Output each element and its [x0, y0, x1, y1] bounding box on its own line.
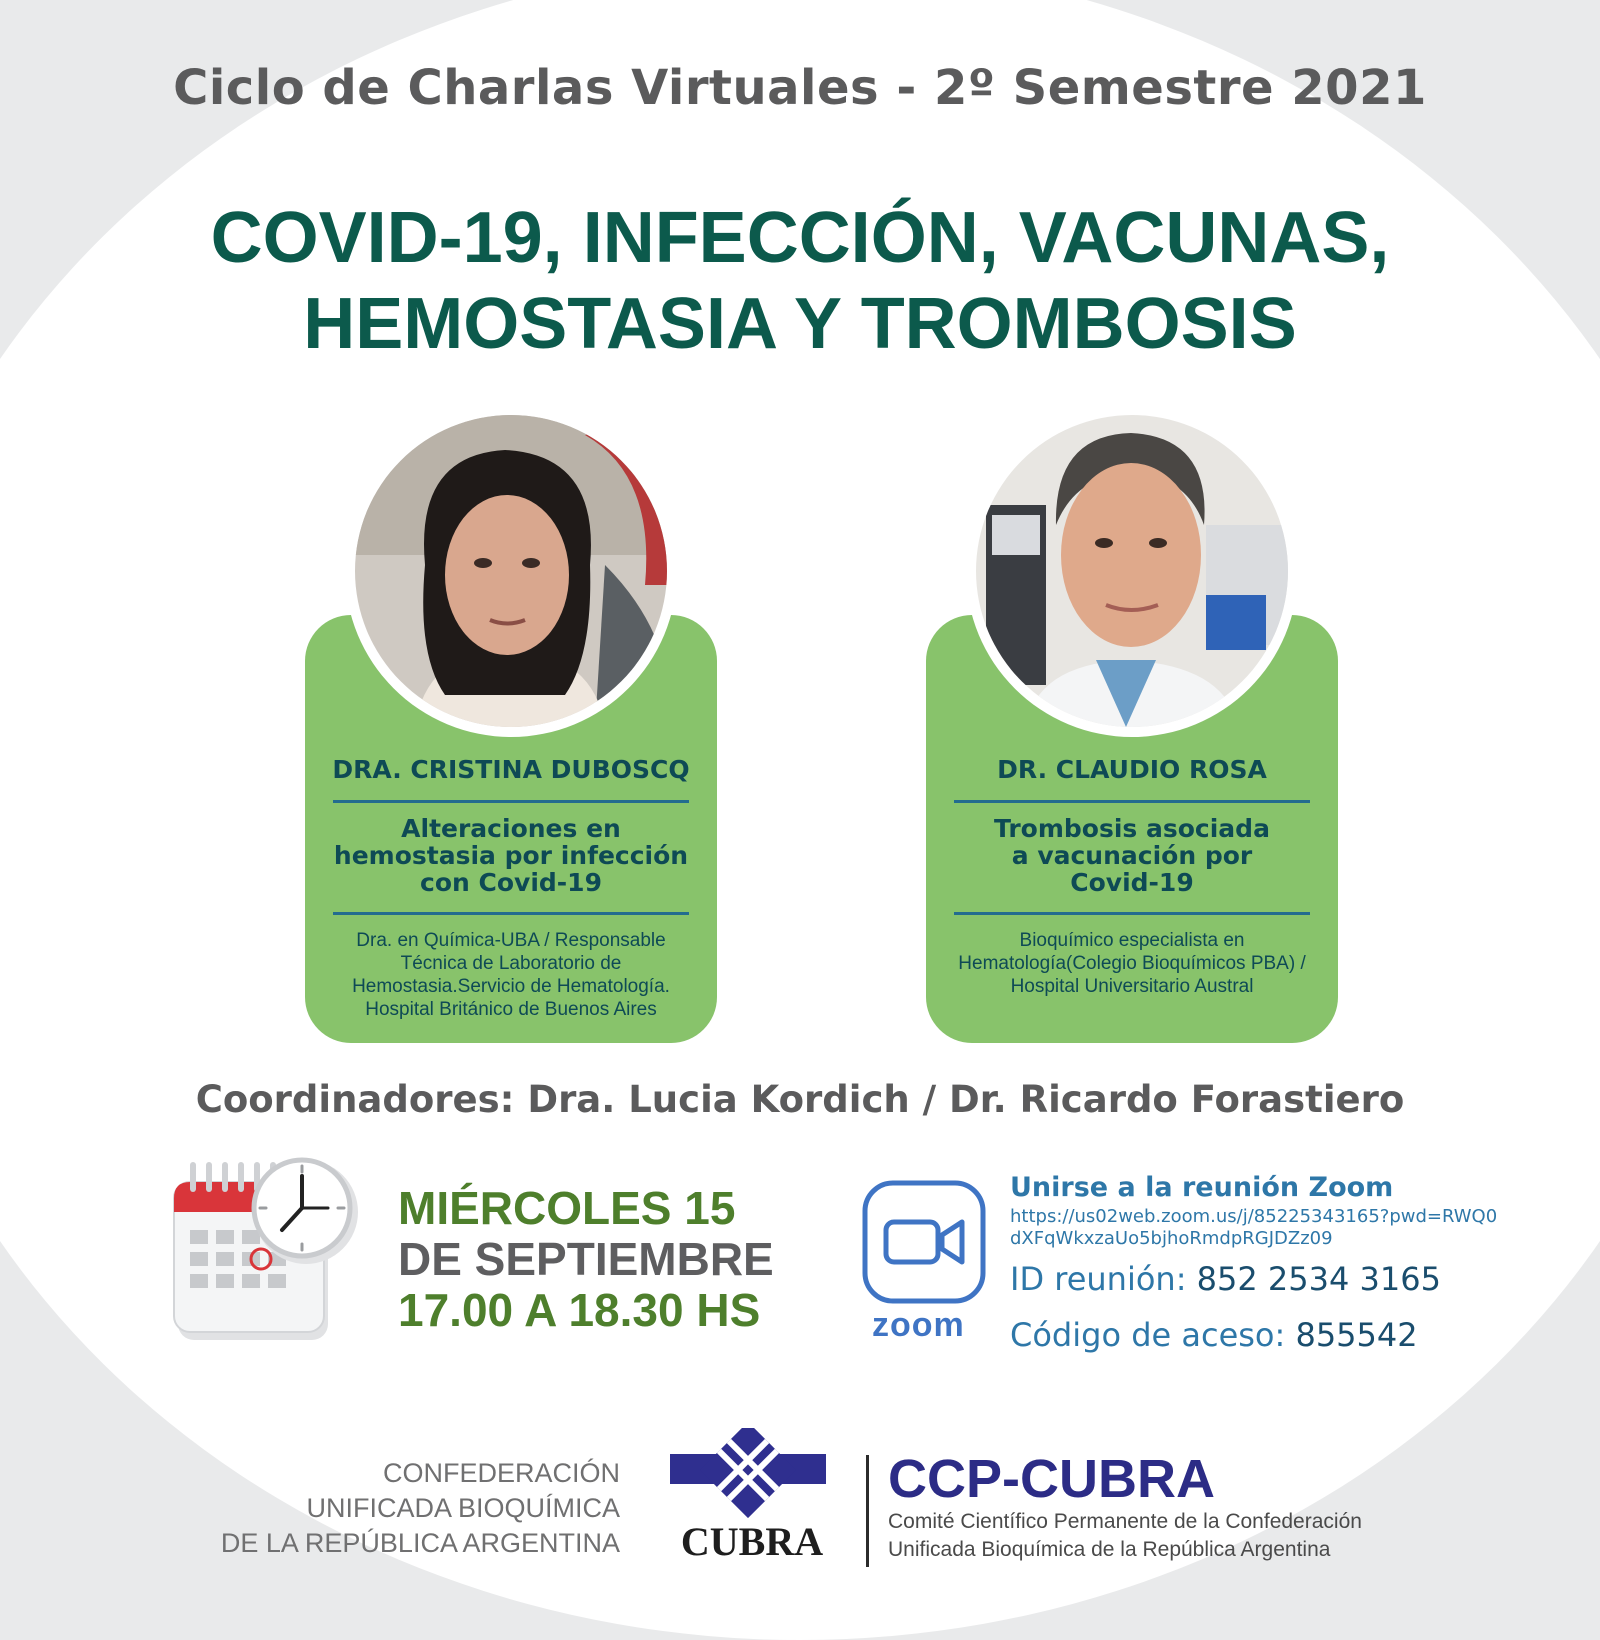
calendar-clock-icon — [168, 1152, 368, 1347]
speaker-photo-rosa — [976, 415, 1288, 727]
bio-line: Dra. en Química-UBA / Responsable — [356, 930, 666, 951]
event-date-time — [398, 1183, 774, 1336]
zoom-logo-text: zoom — [872, 1306, 965, 1344]
event-month: DE SEPTIEMBRE — [398, 1233, 774, 1285]
zoom-link-line[interactable]: https://us02web.zoom.us/j/85225343165?pwd=RWQ0 — [1010, 1206, 1498, 1227]
cubra-logo — [670, 1428, 830, 1518]
talk-title-line: con Covid-19 — [420, 868, 602, 897]
bio-line: Técnica de Laboratorio de — [400, 953, 622, 974]
talk-title-line: hemostasia por infección — [333, 841, 689, 870]
speaker-photo-frame — [345, 405, 677, 737]
event-title-line-1: COVID-19, INFECCIÓN, VACUNAS, — [210, 198, 1390, 278]
talk-title-line: Alteraciones en — [401, 814, 621, 843]
ccp-subtitle-line: Comité Científico Permanente de la Confederación — [888, 1510, 1362, 1533]
ccp-subtitle-line: Unificada Bioquímica de la República Argentina — [888, 1538, 1331, 1561]
ccp-cubra-title: CCP-CUBRA — [888, 1449, 1215, 1509]
footer-divider — [866, 1455, 869, 1567]
zoom-id-value: 852 2534 3165 — [1196, 1260, 1441, 1298]
zoom-meeting-link[interactable] — [1010, 1206, 1540, 1250]
bio-line: Hematología(Colegio Bioquímicos PBA) / — [958, 953, 1306, 974]
cubra-logo-word: CUBRA — [680, 1519, 824, 1564]
bio-line: Bioquímico especialista en — [1019, 930, 1245, 951]
speaker-bio — [926, 929, 1338, 998]
zoom-camera-icon[interactable] — [862, 1180, 986, 1304]
series-title: Ciclo de Charlas Virtuales - 2º Semestre 2021 — [173, 60, 1427, 116]
speaker-name: DRA. CRISTINA DUBOSCQ — [332, 755, 690, 784]
bio-line: Hospital Universitario Austral — [1010, 976, 1254, 997]
ccp-cubra-subtitle — [888, 1508, 1362, 1564]
speaker-name: DR. CLAUDIO ROSA — [997, 755, 1267, 784]
zoom-meeting-id — [1010, 1260, 1441, 1298]
divider — [333, 912, 689, 915]
talk-title — [926, 815, 1338, 896]
talk-title-line: Covid-19 — [1070, 868, 1194, 897]
org-name-line: DE LA REPÚBLICA ARGENTINA — [220, 1528, 620, 1558]
org-name-line: CONFEDERACIÓN — [382, 1458, 620, 1488]
divider — [333, 800, 689, 803]
speaker-bio — [305, 929, 717, 1021]
event-title — [0, 195, 1600, 367]
zoom-id-label: ID reunión: — [1010, 1260, 1187, 1298]
zoom-join-label[interactable]: Unirse a la reunión Zoom — [1010, 1172, 1394, 1203]
coordinators: Coordinadores: Dra. Lucia Kordich / Dr. Ricardo Forastiero — [195, 1078, 1405, 1121]
divider — [954, 800, 1310, 803]
event-title-line-2: HEMOSTASIA Y TROMBOSIS — [303, 284, 1297, 364]
talk-title — [305, 815, 717, 896]
talk-title-line: a vacunación por — [1011, 841, 1253, 870]
zoom-code-label: Código de aceso: — [1010, 1316, 1286, 1354]
org-name-line: UNIFICADA BIOQUÍMICA — [306, 1493, 620, 1523]
event-day: MIÉRCOLES 15 — [398, 1182, 736, 1234]
divider — [954, 912, 1310, 915]
bio-line: Hemostasia.Servicio de Hematología. — [352, 976, 670, 997]
zoom-access-code — [1010, 1316, 1418, 1354]
talk-title-line: Trombosis asociada — [994, 814, 1270, 843]
bio-line: Hospital Británico de Buenos Aires — [365, 999, 657, 1020]
speaker-photo-frame — [966, 405, 1298, 737]
zoom-code-value: 855542 — [1295, 1316, 1418, 1354]
event-time: 17.00 A 18.30 HS — [398, 1284, 761, 1336]
speaker-photo-duboscq — [355, 415, 667, 727]
zoom-link-line[interactable]: dXFqWkxzaUo5bjhoRmdpRGJDZz09 — [1010, 1228, 1333, 1249]
org-name — [160, 1456, 620, 1561]
